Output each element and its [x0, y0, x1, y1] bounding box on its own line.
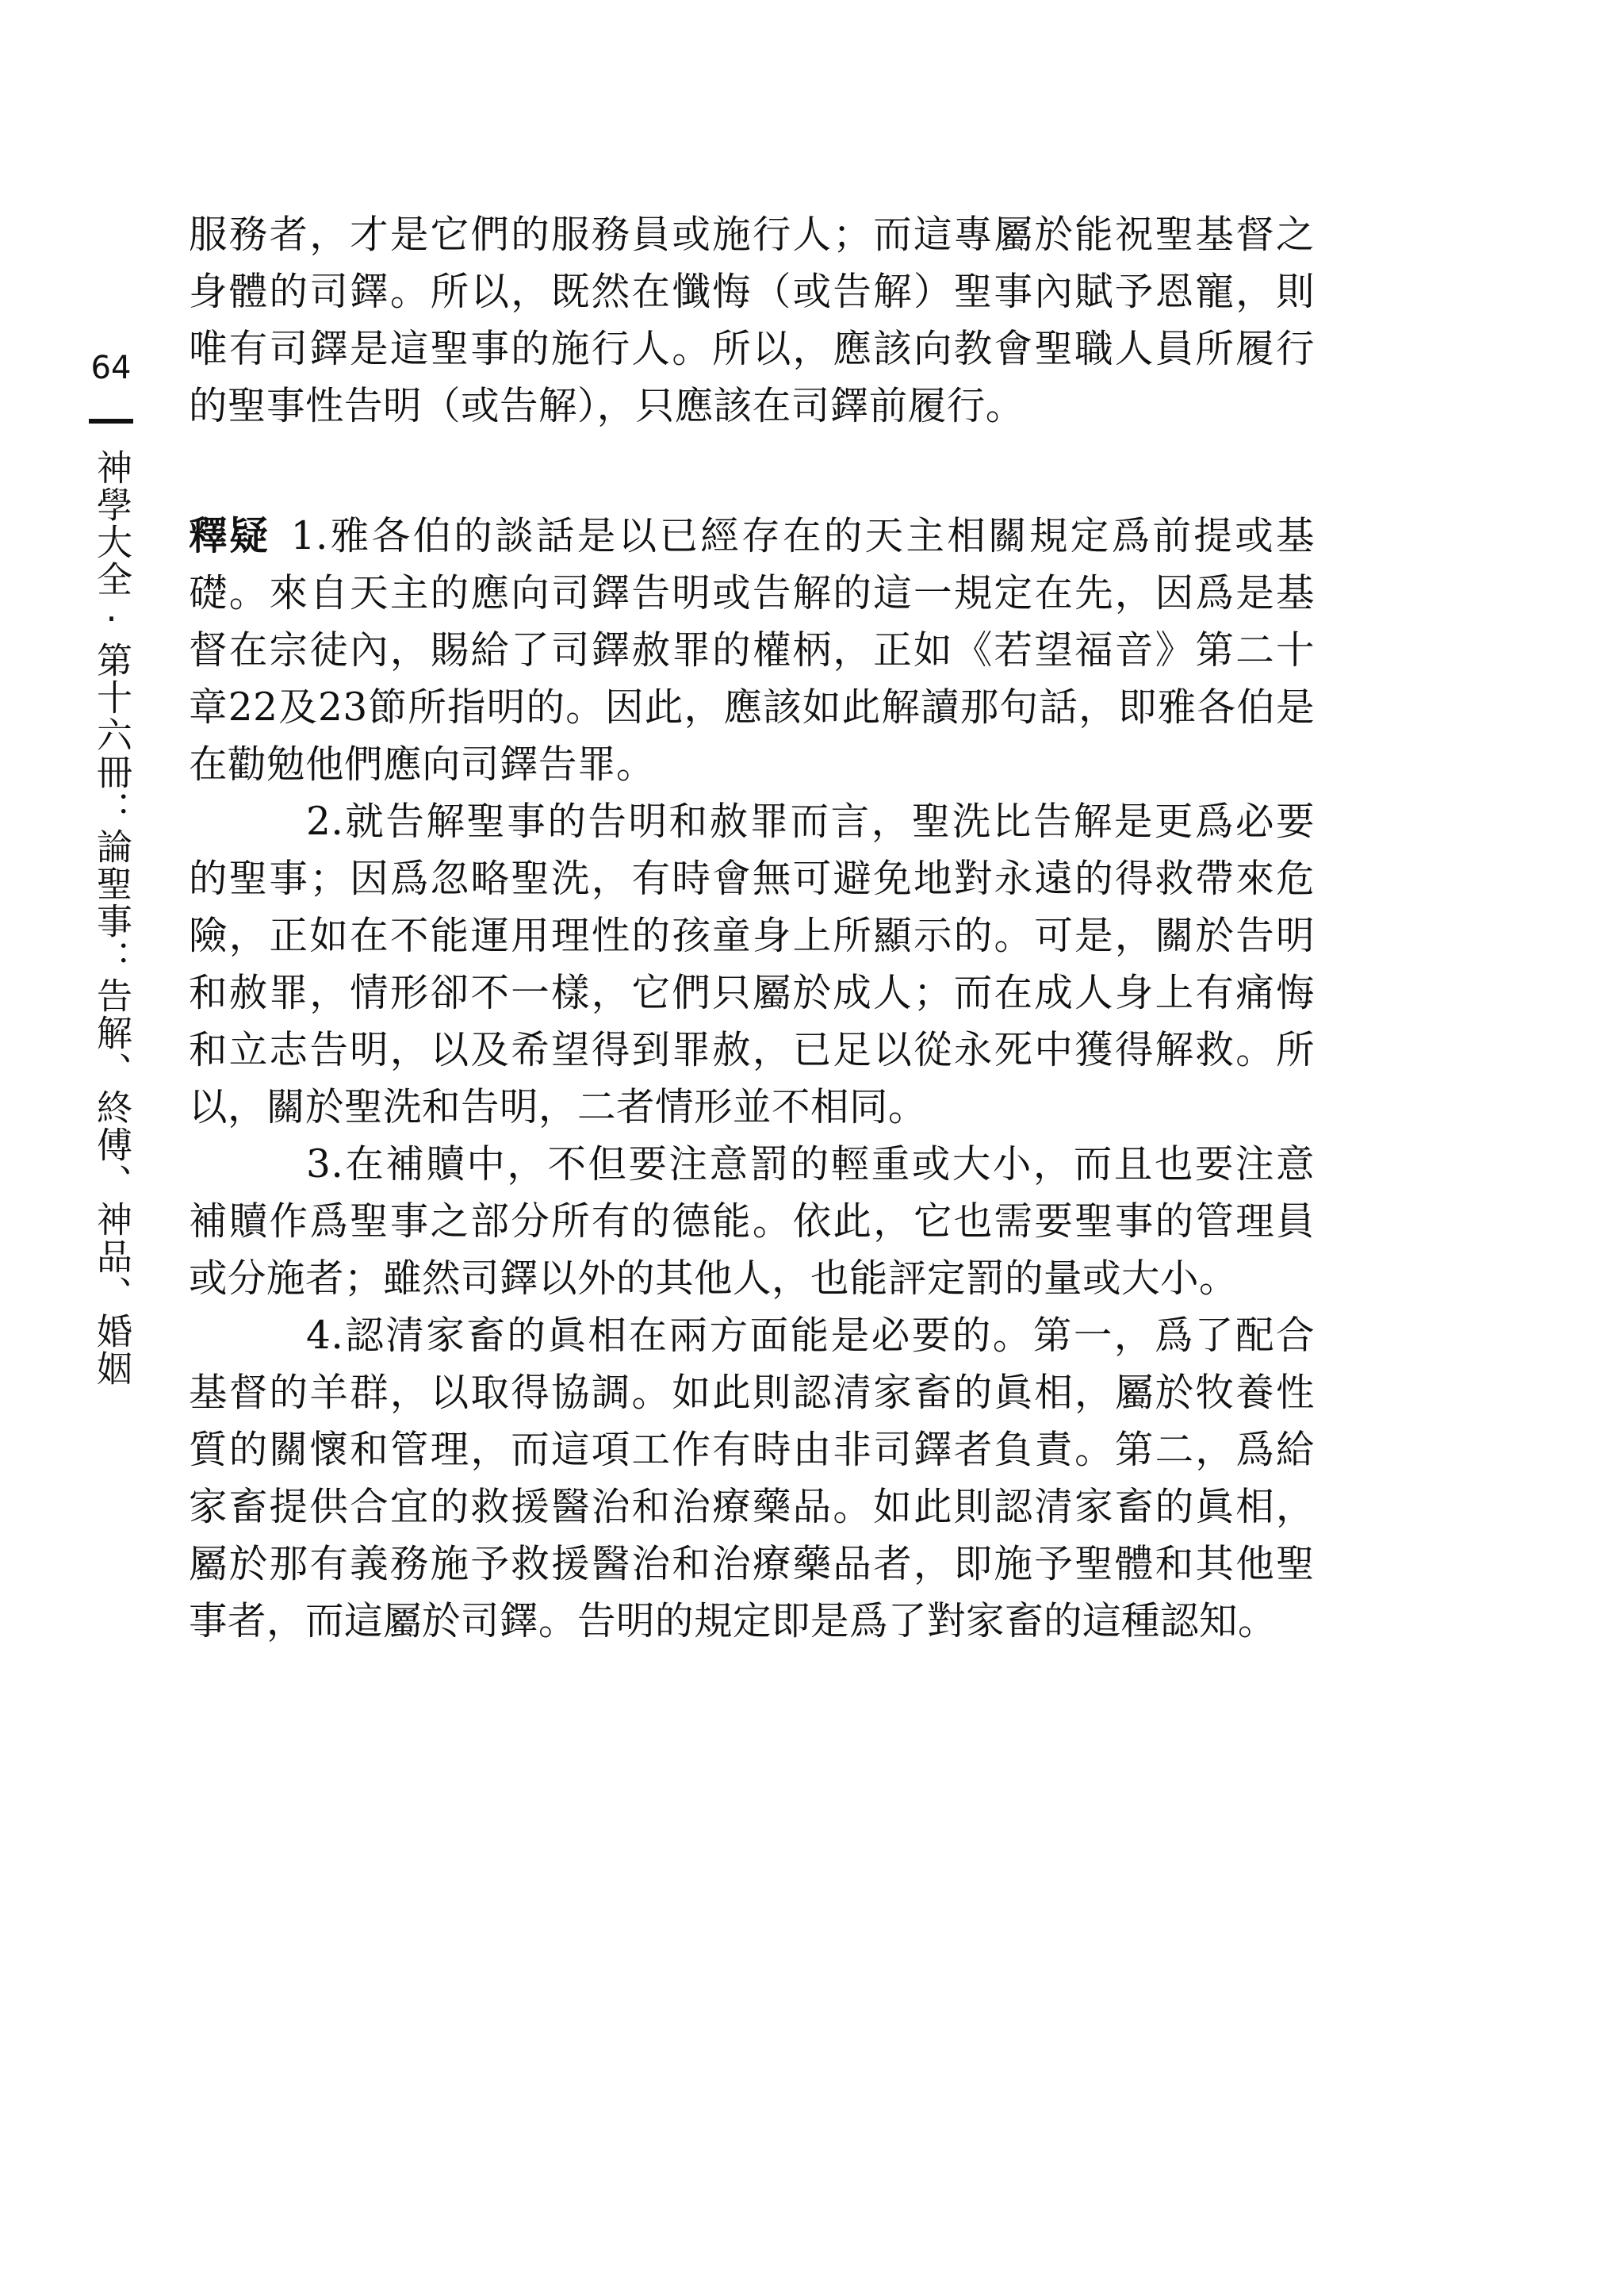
reply-paragraph-1 — [189, 508, 1315, 793]
running-head: 神學大全·第十六冊：論聖事：告解、終傅、神品、婚姻 — [90, 449, 132, 1387]
reply-paragraph-3: 3.在補贖中，不但要注意罰的輕重或大小，而且也要注意補贖作爲聖事之部分所有的德能。依此，它也需要聖事的管理員或分施者；雖然司鐸以外的其他人，也能評定罰的量或大小。 — [189, 1142, 1315, 1301]
reply-paragraph-4: 4.認清家畜的眞相在兩方面能是必要的。第一，爲了配合基督的羊群，以取得協調。如此則認清家畜的眞相，屬於牧養性質的關懷和管理，而這項工作有時由非司鐸者負責。第二，爲給家畜提供合宜的救援醫治和治療藥品。如此則認清家畜的眞相，屬於那有義務施予救援醫治和治療藥品者，即施予聖體和其他聖事者，而這屬於司鐸。告明的規定即是爲了對家畜的這種認知。 — [189, 1313, 1315, 1643]
reply-label: 釋疑 — [189, 514, 270, 558]
reply-1-text: 1.雅各伯的談話是以已經存在的天主相關規定爲前提或基礎。來自天主的應向司鐸告明或告解的這一規定在先，因爲是基督在宗徒內，賜給了司鐸赦罪的權柄，正如《若望福音》第二十章22及23節所指明的。因此，應該如此解讀那句話，即雅各伯是在勸勉他們應向司鐸告罪。 — [189, 514, 1315, 787]
paragraph-continuation: 服務者，才是它們的服務員或施行人；而這專屬於能祝聖基督之身體的司鐸。所以，既然在懺悔（或告解）聖事內賦予恩寵，則唯有司鐸是這聖事的施行人。所以，應該向教會聖職人員所履行的聖事性告明（或告解），只應該在司鐸前履行。 — [189, 213, 1315, 428]
reply-paragraph-2: 2.就告解聖事的告明和赦罪而言，聖洗比告解是更爲必要的聖事；因爲忽略聖洗，有時會無可避免地對永遠的得救帶來危險，正如在不能運用理性的孩童身上所顯示的。可是，關於告明和赦罪，情形卻不一樣，它們只屬於成人；而在成人身上有痛悔和立志告明，以及希望得到罪赦，已足以從永死中獲得解救。所以，關於聖洗和告明，二者情形並不相同。 — [189, 799, 1315, 1129]
body-text — [189, 206, 1315, 1650]
margin-rule — [89, 419, 133, 424]
page-number: 64 — [90, 350, 132, 386]
